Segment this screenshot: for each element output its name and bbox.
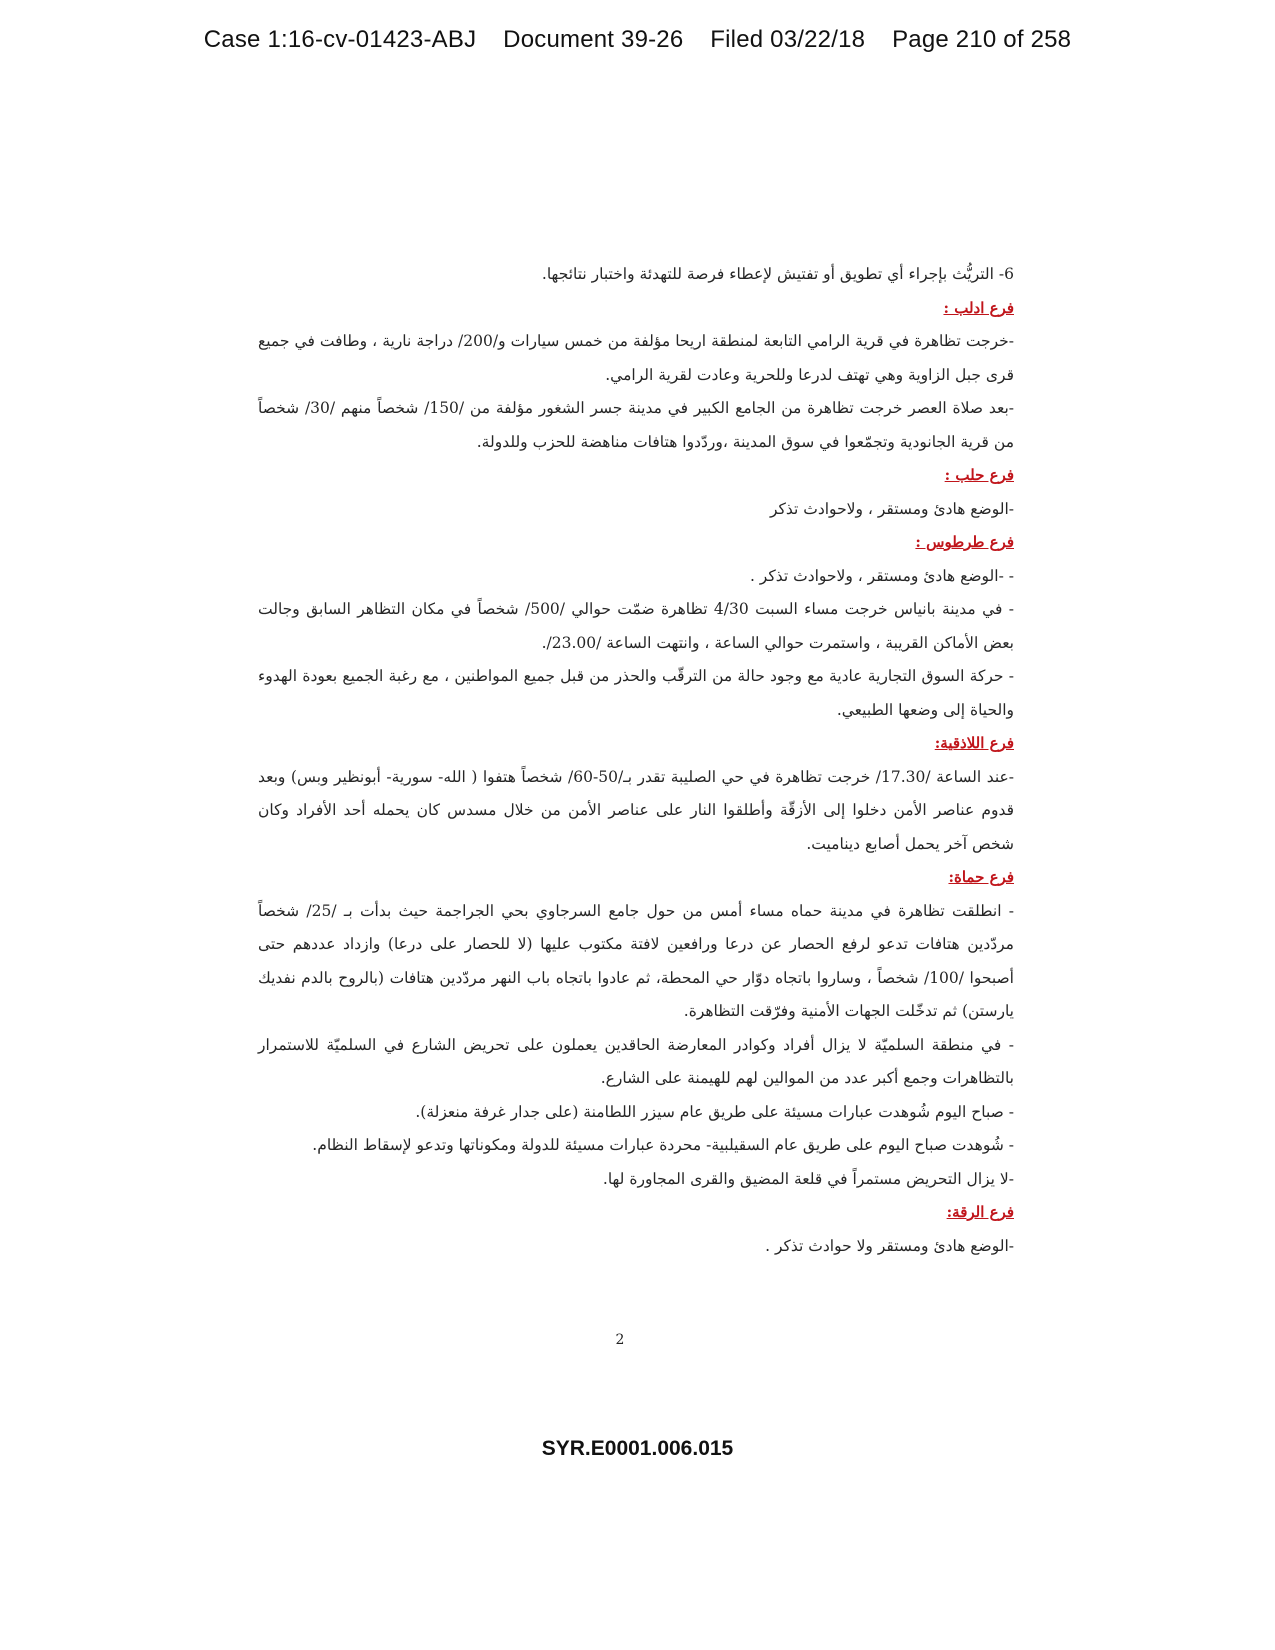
report-paragraph: - شُوهدت صباح اليوم على طريق عام السقيلبية- محردة عبارات مسيئة للدولة ومكوناتها وتدعو لإسقاط النظام. (312, 1136, 1014, 1154)
page-of-total: Page 210 of 258 (892, 26, 1072, 53)
case-number: Case 1:16-cv-01423-ABJ (203, 26, 477, 53)
bates-number: SYR.E0001.006.015 (541, 1437, 734, 1460)
section-heading: فرع طرطوس : (915, 533, 1014, 551)
section-heading: فرع حماة: (948, 868, 1014, 886)
filed-date: Filed 03/22/18 (710, 26, 866, 53)
section-heading: فرع ادلب : (943, 298, 1014, 317)
report-paragraph: 6- التريُّث بإجراء أي تطويق أو تفتيش لإعطاء فرصة للتهدئة واختبار نتائجها. (541, 265, 1014, 283)
report-paragraph: - حركة السوق التجارية عادية مع وجود حالة من الترقّب والحذر من قبل جميع المواطنين ، مع رغبة الجميع بعودة الهدوء والحياة إلى وضعها الطبيعي. (258, 667, 1014, 719)
report-paragraph: -الوضع هادئ ومستقر ولا حوادث تذكر . (765, 1236, 1014, 1255)
section-heading: فرع حلب : (944, 466, 1014, 484)
page-number: 2 (615, 1332, 625, 1348)
court-filing-header (0, 26, 1275, 54)
report-paragraph: -بعد صلاة العصر خرجت تظاهرة من الجامع الكبير في مدينة جسر الشغور مؤلفة من /150/ شخصاً منهم /30/ شخصاً من قرية الجانودية وتجمّعوا في سوق المدينة ،وردّدوا هتافات مناهضة للحزب وللدولة. (258, 399, 1014, 451)
report-paragraph: - انطلقت تظاهرة في مدينة حماه مساء أمس من حول جامع السرجاوي بحي الجراجمة حيث بدأت بـ /25/ شخصاً مردّدين هتافات تدعو لرفع الحصار عن درعا ورافعين لافتة مكتوب عليها (لا للحصار على درعا) وازداد عددهم حتى أصبحوا /100/ شخصاً ، وساروا باتجاه دوّار حي المحطة، ثم عادوا باتجاه باب النهر مردّدين هتافات (بالروح بالدم نفديك يارستن) ثم تدخّلت الجهات الأمنية وفرّقت التظاهرة. (258, 901, 1014, 1020)
report-paragraph: -عند الساعة /17.30/ خرجت تظاهرة في حي الصليبة تقدر بـ/50-60/ شخصاً هتفوا ( الله- سورية- أبونظير وبس) وبعد قدوم عناصر الأمن دخلوا إلى الأزقّة وأطلقوا النار على عناصر الأمن من خلال مسدس كان يحمله أحد الأفراد وكان شخص آخر يحمل أصابع ديناميت. (258, 767, 1014, 853)
report-paragraph: - صباح اليوم شُوهدت عبارات مسيئة على طريق عام سيزر اللطامنة (على جدار غرفة منعزلة). (415, 1102, 1014, 1121)
report-paragraph: -لا يزال التحريض مستمراً في قلعة المضيق والقرى المجاورة لها. (602, 1169, 1014, 1188)
section-heading: فرع الرقة: (946, 1203, 1014, 1221)
report-paragraph: - في منطقة السلميّة لا يزال أفراد وكوادر المعارضة الحاقدين يعملون على تحريض الشارع في السلميّة للاستمرار بالتظاهرات وجمع أكبر عدد من الموالين لهم للهيمنة على الشارع. (258, 1035, 1014, 1087)
report-paragraph: -الوضع هادئ ومستقر ، ولاحوادث تذكر (769, 499, 1014, 518)
report-paragraph: - -الوضع هادئ ومستقر ، ولاحوادث تذكر . (749, 566, 1014, 585)
report-paragraph: -خرجت تظاهرة في قرية الرامي التابعة لمنطقة اريحا مؤلفة من خمس سيارات و/200/ دراجة نارية ، وطافت في جميع قرى جبل الزاوية وهي تهتف لدرعا وللحرية وعادت لقرية الرامي. (258, 332, 1014, 384)
report-body (258, 258, 1014, 1263)
report-paragraph: - في مدينة بانياس خرجت مساء السبت 4/30 تظاهرة ضمّت حوالي /500/ شخصاً في مكان التظاهر السابق وجالت بعض الأماكن القريبة ، واستمرت حوالي الساعة ، وانتهت الساعة /23.00/. (258, 600, 1014, 652)
section-heading: فرع اللاذقية: (934, 734, 1014, 752)
document-number: Document 39-26 (503, 26, 684, 53)
